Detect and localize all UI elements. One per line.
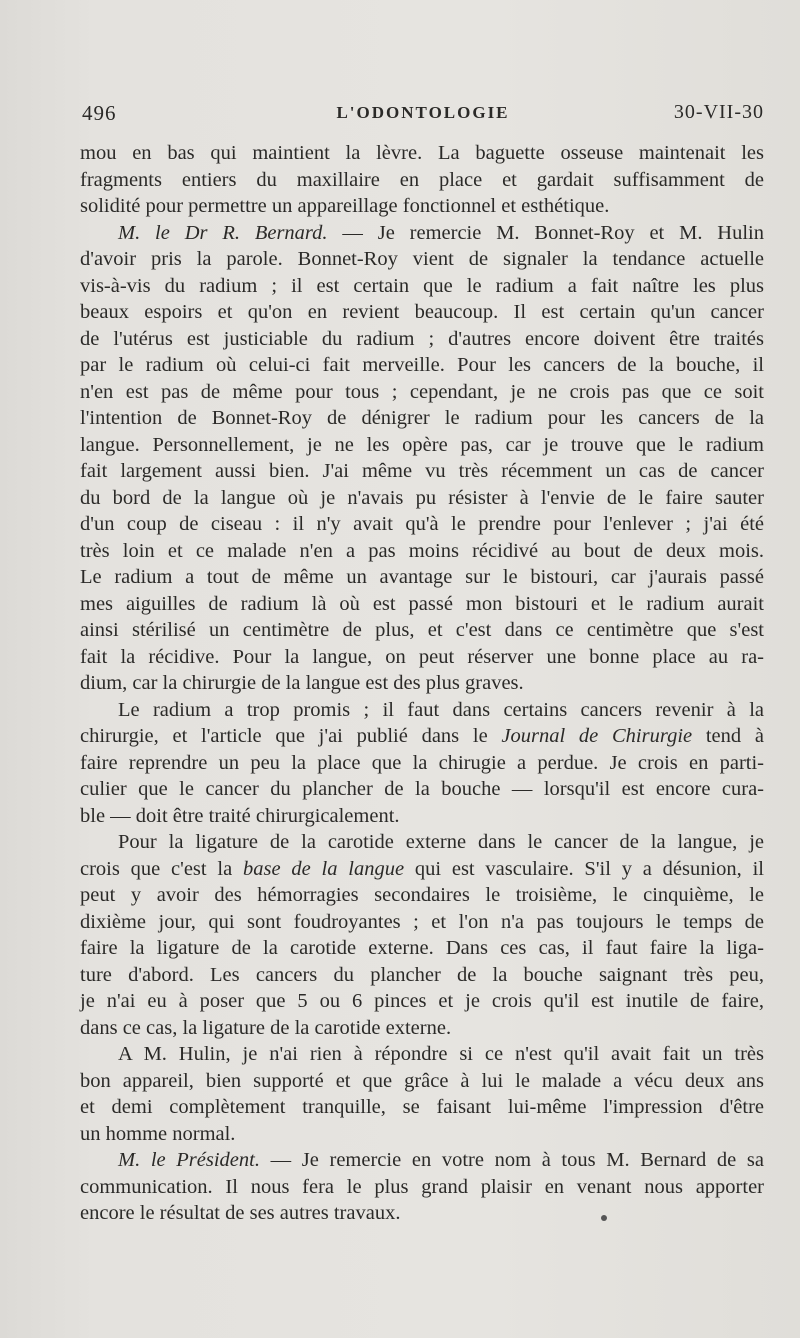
text-line: par le radium où celui-ci fait merveille. Pour les cancers de la bouche, il [80,354,764,376]
text-line: je n'ai eu à poser que 5 ou 6 pinces et je crois qu'il est inutile de faire, [80,990,764,1012]
text-line: mes aiguilles de radium là où est passé mon bistouri et le radium aurait [80,592,764,615]
text-line: Pour la ligature de la carotide externe dans le cancer de la langue, je [118,831,764,853]
text-line: ture d'abord. Les cancers du plancher de la bouche saignant très peu, [80,963,764,986]
text-line: M. le Président. — Je remercie en votre nom à tous M. Bernard de sa [118,1149,764,1171]
article-body [80,140,764,1227]
emphasis-term: base de la langue [243,857,405,880]
text-line: dium, car la chirurgie de la langue est des plus graves. [80,672,524,694]
speaker-name: M. le Dr R. Bernard. [118,221,328,244]
text-line: beaux espoirs et qu'on en revient beaucoup. Il est certain qu'un cancer [80,301,764,323]
text-line: communication. Il nous fera le plus grand plaisir en venant nous apporter [80,1175,764,1198]
journal-reference: Journal de Chirurgie [501,725,693,747]
text-line: ainsi stérilisé un centimètre de plus, et c'est dans ce centimètre que s'est [80,619,764,641]
text-line: solidité pour permettre un appareillage fonctionnel et esthétique. [80,195,610,217]
journal-title: L'ODONTOLOGIE [336,103,510,122]
issue-date: 30-VII-30 [673,101,764,123]
text-line: Le radium a tout de même un avantage sur le bistouri, car j'aurais passé [80,566,764,588]
text-line: peut y avoir des hémorragies secondaires le troisième, le cinquième, le [80,884,764,906]
text-line: A M. Hulin, je n'ai rien à répondre si ce n'est qu'il avait fait un très [118,1043,764,1065]
text-line: M. le Dr R. Bernard. — Je remercie M. Bonnet-Roy et M. Hulin [118,221,764,244]
text-line: Le radium a trop promis ; il faut dans certains cancers revenir à la [118,698,764,721]
page-number: 496 [82,101,117,125]
text-line: du bord de la langue où je n'avais pu résister à l'envie de le faire sauter [80,486,764,509]
text-line: un homme normal. [80,1122,236,1145]
text-line: encore le résultat de ses autres travaux. [80,1202,401,1224]
text-line: très loin et ce malade n'en a pas moins récidivé au bout de deux mois. [80,539,764,562]
text-line: dans ce cas, la ligature de la carotide externe. [80,1016,452,1039]
text-line: fait la récidive. Pour la langue, on peut réserver une bonne place au ra- [80,645,764,668]
text-line: chirurgie, et l'article que j'ai publié dans le Journal de Chirurgie tend à [80,725,764,747]
text-line: fait largement aussi bien. J'ai même vu très récemment un cas de cancer [80,460,764,482]
text-line: n'en est pas de même pour tous ; cependant, je ne crois pas que ce soit [80,380,764,403]
text-line: fragments entiers du maxillaire en place et gardait suffisamment de [80,168,764,191]
text-line: mou en bas qui maintient la lèvre. La baguette osseuse maintenait les [80,142,764,164]
text-line: bon appareil, bien supporté et que grâce à lui le malade a vécu deux ans [80,1069,764,1092]
text-line: langue. Personnellement, je ne les opère pas, car je trouve que le radium [80,433,764,456]
text-line: ble — doit être traité chirurgicalement. [80,804,400,827]
text-line: de l'utérus est justiciable du radium ; d'autres encore doivent être traités [80,327,764,350]
text-line: vis-à-vis du radium ; il est certain que le radium a fait naître les plus [80,274,764,297]
speaker-name: M. le Président. [118,1149,260,1171]
text-line: culier que le cancer du plancher de la bouche — lorsqu'il est encore cura- [80,778,764,800]
text-line: et demi complètement tranquille, se faisant lui-même l'impression d'être [80,1096,764,1118]
text-line: dixième jour, qui sont foudroyantes ; et l'on n'a pas toujours le temps de [80,910,764,933]
text-line: faire la ligature de la carotide externe. Dans ces cas, il faut faire la liga- [80,937,764,959]
running-header [82,101,764,131]
printer-mark [601,1215,607,1221]
text-line: l'intention de Bonnet-Roy de dénigrer le radium pour les cancers de la [80,407,764,429]
text-line: d'un coup de ciseau : il n'y avait qu'à le prendre pour l'enlever ; j'ai été [80,513,764,535]
text-line: crois que c'est la base de la langue qui est vasculaire. S'il y a désunion, il [80,857,764,880]
text-line: faire reprendre un peu la place que la chirugie a perdue. Je crois en parti- [80,751,764,774]
text-line: d'avoir pris la parole. Bonnet-Roy vient de signaler la tendance actuelle [80,248,764,270]
